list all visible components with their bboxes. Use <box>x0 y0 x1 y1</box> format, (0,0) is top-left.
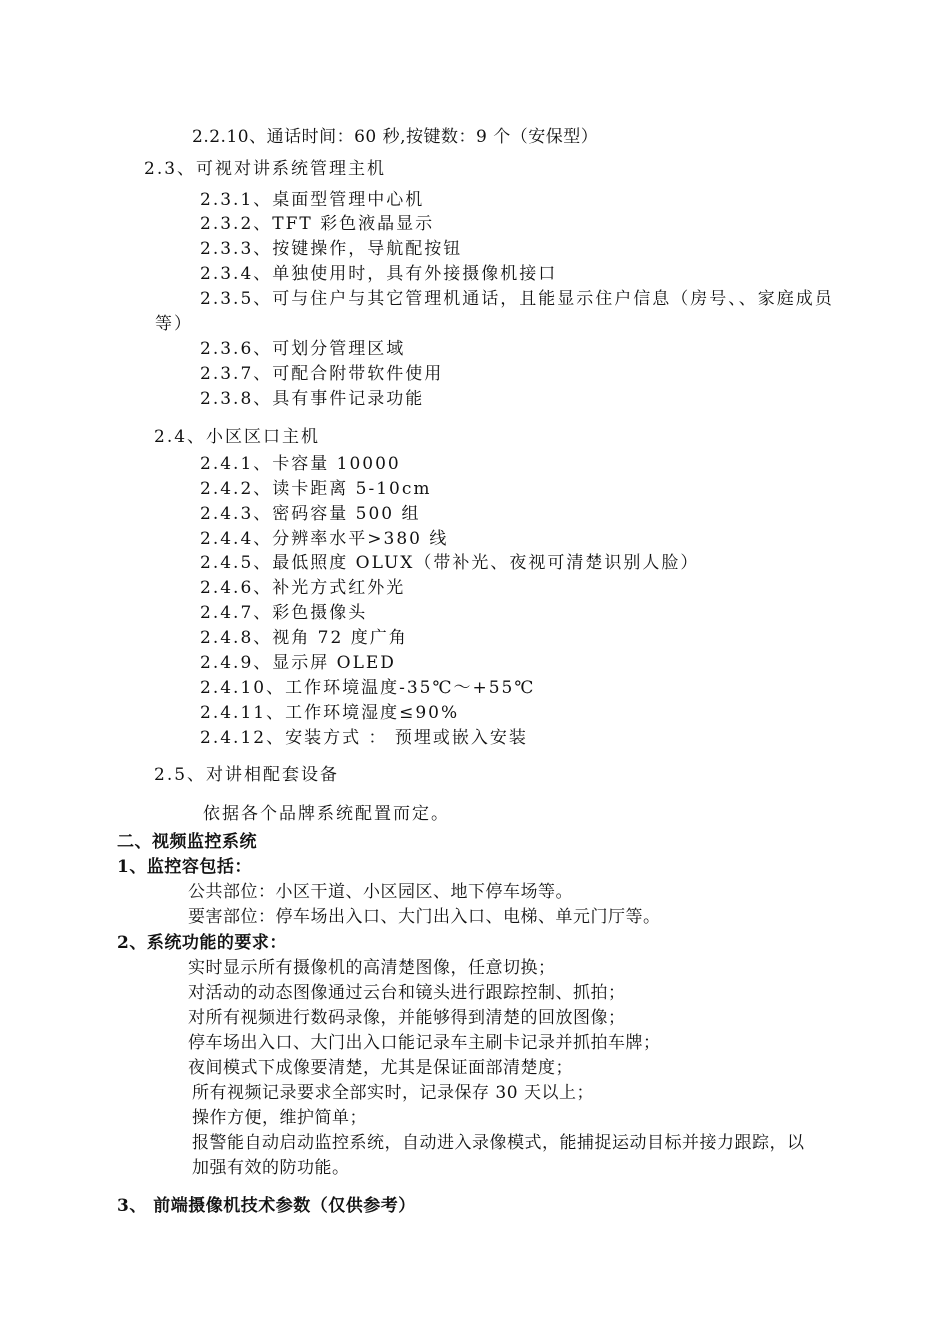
item-2-4-11: 2.4.11、工作环境湿度≤90% <box>200 703 460 723</box>
item-2-3-4: 2.3.4、单独使用时，具有外接摄像机接口 <box>200 264 558 284</box>
video-s1-line-1: 公共部位：小区干道、小区园区、地下停车场等。 <box>188 882 573 902</box>
video-s1-line-2: 要害部位：停车场出入口、大门出入口、电梯、单元门厅等。 <box>188 907 661 927</box>
item-2-4-5: 2.4.5、最低照度 OLUX（带补光、夜视可清楚识别人脸） <box>200 553 700 573</box>
section-2-3-title: 2.3、可视对讲系统管理主机 <box>144 159 387 179</box>
item-2-4-1: 2.4.1、卡容量 10000 <box>200 454 401 474</box>
video-s2-line-8: 报警能自动启动监控系统，自动进入录像模式，能捕捉运动目标并接力跟踪，以 <box>192 1133 805 1153</box>
item-2-3-8: 2.3.8、具有事件记录功能 <box>200 389 425 409</box>
item-2-4-9: 2.4.9、显示屏 OLED <box>200 653 396 673</box>
video-s2-title: 2、系统功能的要求： <box>117 933 287 953</box>
item-2-3-2: 2.3.2、TFT 彩色液晶显示 <box>200 214 435 234</box>
item-2-4-10: 2.4.10、工作环境温度-35℃～+55℃ <box>200 678 536 698</box>
video-s2-line-9: 加强有效的防功能。 <box>192 1158 350 1178</box>
video-s2-line-5: 夜间模式下成像要清楚，尤其是保证面部清楚度； <box>188 1058 573 1078</box>
section-2-5-title: 2.5、对讲相配套设备 <box>154 765 340 785</box>
item-2-4-2: 2.4.2、读卡距离 5-10cm <box>200 479 432 499</box>
video-s2-line-3: 对所有视频进行数码录像，并能够得到清楚的回放图像； <box>188 1008 626 1028</box>
item-2-4-6: 2.4.6、补光方式红外光 <box>200 578 406 598</box>
item-2-3-5: 2.3.5、可与住户与其它管理机通话，且能显示住户信息（房号、、家庭成员 <box>200 289 834 309</box>
item-2-3-5-cont: 等） <box>155 314 193 334</box>
section-2-4-title: 2.4、小区区口主机 <box>154 427 321 447</box>
video-s1-title: 1、监控容包括： <box>117 857 252 877</box>
video-s2-line-6: 所有视频记录要求全部实时，记录保存 30 天以上； <box>192 1083 594 1103</box>
item-2-4-8: 2.4.8、视角 72 度广角 <box>200 628 408 648</box>
item-2-4-12: 2.4.12、安装方式 ： 预埋或嵌入安装 <box>200 728 528 748</box>
video-s3-title: 3、 前端摄像机技术参数（仅供参考） <box>117 1196 416 1216</box>
section-2-5-body: 依据各个品牌系统配置而定。 <box>203 804 450 824</box>
item-2-2-10: 2.2.10、通话时间：60 秒,按键数：9 个（安保型） <box>192 127 599 147</box>
item-2-4-7: 2.4.7、彩色摄像头 <box>200 603 368 623</box>
item-2-3-6: 2.3.6、可划分管理区域 <box>200 339 406 359</box>
video-s2-line-1: 实时显示所有摄像机的高清楚图像，任意切换； <box>188 958 556 978</box>
item-2-3-1: 2.3.1、桌面型管理中心机 <box>200 190 425 210</box>
video-s2-line-2: 对活动的动态图像通过云台和镜头进行跟踪控制、抓拍； <box>188 983 626 1003</box>
video-s2-line-4: 停车场出入口、大门出入口能记录车主刷卡记录并抓拍车牌； <box>188 1033 661 1053</box>
item-2-3-3: 2.3.3、按键操作，导航配按钮 <box>200 239 463 259</box>
video-s2-line-7: 操作方便，维护简单； <box>192 1108 367 1128</box>
item-2-4-3: 2.4.3、密码容量 500 组 <box>200 504 421 524</box>
item-2-3-7: 2.3.7、可配合附带软件使用 <box>200 364 444 384</box>
heading-video-surveillance: 二、视频监控系统 <box>117 832 257 852</box>
item-2-4-4: 2.4.4、分辨率水平>380 线 <box>200 529 449 549</box>
